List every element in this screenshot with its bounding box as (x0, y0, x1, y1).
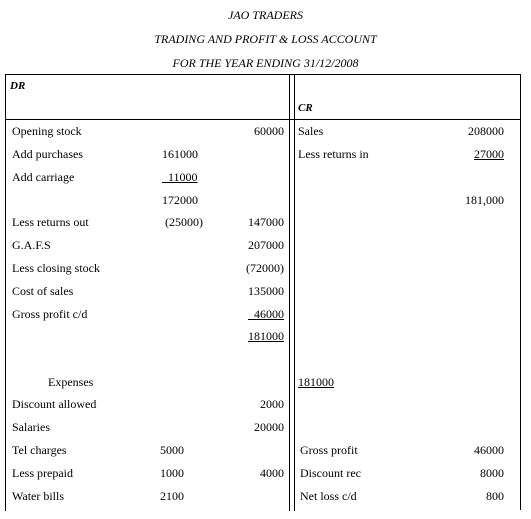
account-title: TRADING AND PROFIT & LOSS ACCOUNT (154, 32, 377, 46)
purchases-subtotal: 172000 (162, 193, 198, 207)
net-loss-cd-label: Net loss c/d (300, 489, 357, 503)
add-carriage-value (162, 170, 198, 184)
discount-rec-label: Discount rec (300, 466, 361, 480)
sales-value: 208000 (468, 124, 504, 138)
cost-of-sales-value: 135000 (248, 284, 284, 298)
less-prepaid-label: Less prepaid (12, 466, 73, 480)
discount-allowed-label: Discount allowed (12, 397, 97, 411)
tel-net-value: 4000 (260, 466, 284, 480)
add-purchases-label: Add purchases (12, 147, 83, 161)
left-amount-divider (5, 75, 6, 511)
opening-stock-label: Opening stock (12, 124, 82, 138)
water-bills-value: 2100 (160, 489, 184, 503)
opening-stock-value: 60000 (254, 124, 284, 138)
tel-charges-label: Tel charges (12, 443, 67, 457)
tel-charges-value: 5000 (160, 443, 184, 457)
account-period: FOR THE YEAR ENDING 31/12/2008 (172, 56, 359, 70)
gross-profit-cd-amount: 46000 (254, 307, 284, 321)
water-bills-label: Water bills (12, 489, 65, 503)
discount-allowed-value: 2000 (260, 397, 284, 411)
gafs-value: 207000 (248, 238, 284, 252)
debit-total: 181000 (248, 329, 284, 343)
less-returns-out-value: (25000) (165, 215, 203, 229)
header-rule (6, 119, 520, 120)
sales-label: Sales (298, 124, 324, 138)
add-carriage-amount: 11000 (168, 170, 198, 184)
gross-profit-label: Gross profit (300, 443, 358, 457)
less-returns-in-label: Less returns in (298, 147, 369, 161)
salaries-value: 20000 (254, 420, 284, 434)
add-carriage-label: Add carriage (12, 170, 75, 184)
credit-total: 181000 (298, 375, 334, 389)
account-frame (5, 74, 521, 510)
less-prepaid-value: 1000 (160, 466, 184, 480)
center-divider (294, 75, 295, 511)
cr-label: CR (298, 102, 313, 114)
company-name: JAO TRADERS (228, 8, 303, 22)
cost-of-sales-label: Cost of sales (12, 284, 74, 298)
less-returns-in-value: 27000 (474, 147, 504, 161)
expenses-heading: Expenses (48, 375, 94, 389)
less-returns-out-label: Less returns out (12, 215, 89, 229)
salaries-label: Salaries (12, 420, 50, 434)
gross-profit-cd-value (226, 307, 284, 321)
gross-profit-value: 46000 (474, 443, 504, 457)
less-closing-stock-value: (72000) (246, 261, 284, 275)
add-purchases-value: 161000 (162, 147, 198, 161)
net-purchases-value: 147000 (248, 215, 284, 229)
net-loss-cd-value: 800 (486, 489, 504, 503)
dr-label: DR (10, 80, 26, 92)
net-sales-value: 181,000 (465, 193, 504, 207)
gross-profit-cd-label: Gross profit c/d (12, 307, 88, 321)
discount-rec-value: 8000 (480, 466, 504, 480)
less-closing-stock-label: Less closing stock (12, 261, 100, 275)
debit-amount-divider (289, 75, 290, 511)
gafs-label: G.A.F.S (12, 238, 51, 252)
